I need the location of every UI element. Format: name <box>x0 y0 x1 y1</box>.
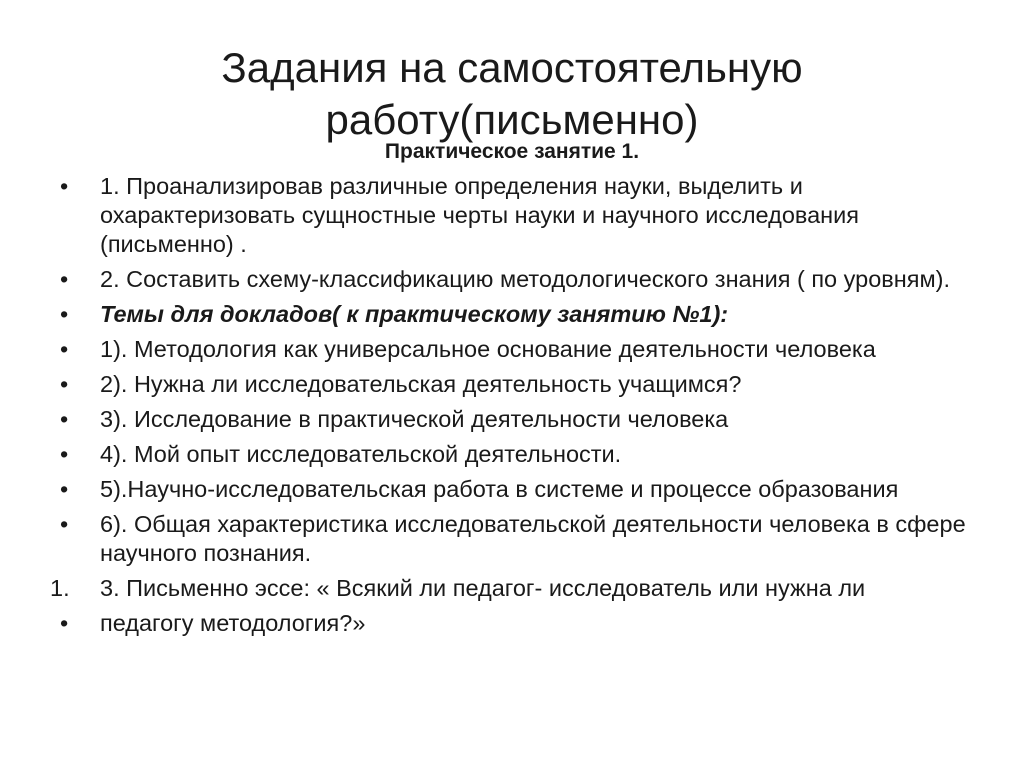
list-item-text: 6). Общая характеристика исследовательской деятельности человека в сфере научного познания. <box>100 511 966 566</box>
bullet-marker: • <box>60 301 69 327</box>
list-item-text: 5).Научно-исследовательская работа в системе и процессе образования <box>100 476 899 502</box>
bullet-marker: • <box>60 173 69 199</box>
list-item-text: 2). Нужна ли исследовательская деятельность учащимся? <box>100 371 742 397</box>
list-item-text: 3). Исследование в практической деятельности человека <box>100 406 729 432</box>
list-item <box>58 475 978 504</box>
bullet-marker: • <box>60 441 69 467</box>
bullet-marker: • <box>60 406 69 432</box>
list-item-numbered <box>50 574 978 603</box>
bullet-marker: • <box>60 610 69 636</box>
slide-title: Задания на самостоятельную работу(письменно) <box>221 44 803 143</box>
bullet-marker: • <box>60 266 69 292</box>
list-item-text: 4). Мой опыт исследовательской деятельности. <box>100 441 622 467</box>
list-item <box>58 172 978 259</box>
bullet-marker: • <box>60 371 69 397</box>
list-item <box>58 405 978 434</box>
list-item <box>58 440 978 469</box>
list-item <box>58 510 978 568</box>
list-item <box>58 609 978 638</box>
slide-subtitle: Практическое занятие 1. <box>384 140 640 163</box>
list-item-text: 2. Составить схему-классификацию методологического знания ( по уровням). <box>100 266 950 292</box>
list-item-text: 1). Методология как универсальное основание деятельности человека <box>100 336 876 362</box>
list-item <box>58 370 978 399</box>
list-item-text: 1. Проанализировав различные определения науки, выделить и охарактеризовать сущностные черты науки и научного исследования (письменно) . <box>100 173 860 257</box>
bullet-marker: • <box>60 476 69 502</box>
list-item-heading <box>58 300 978 329</box>
list-item-text: педагогу методология?» <box>100 610 366 636</box>
list-item-text: 3. Письменно эссе: « Всякий ли педагог- исследователь или нужна ли <box>100 575 866 601</box>
list-item-text: Темы для докладов( к практическому занятию №1): <box>100 301 729 327</box>
bullet-marker: • <box>60 511 69 537</box>
task-list <box>50 172 978 644</box>
list-item <box>58 265 978 294</box>
number-marker: 1. <box>50 575 70 601</box>
bullet-marker: • <box>60 336 69 362</box>
list-item <box>58 335 978 364</box>
